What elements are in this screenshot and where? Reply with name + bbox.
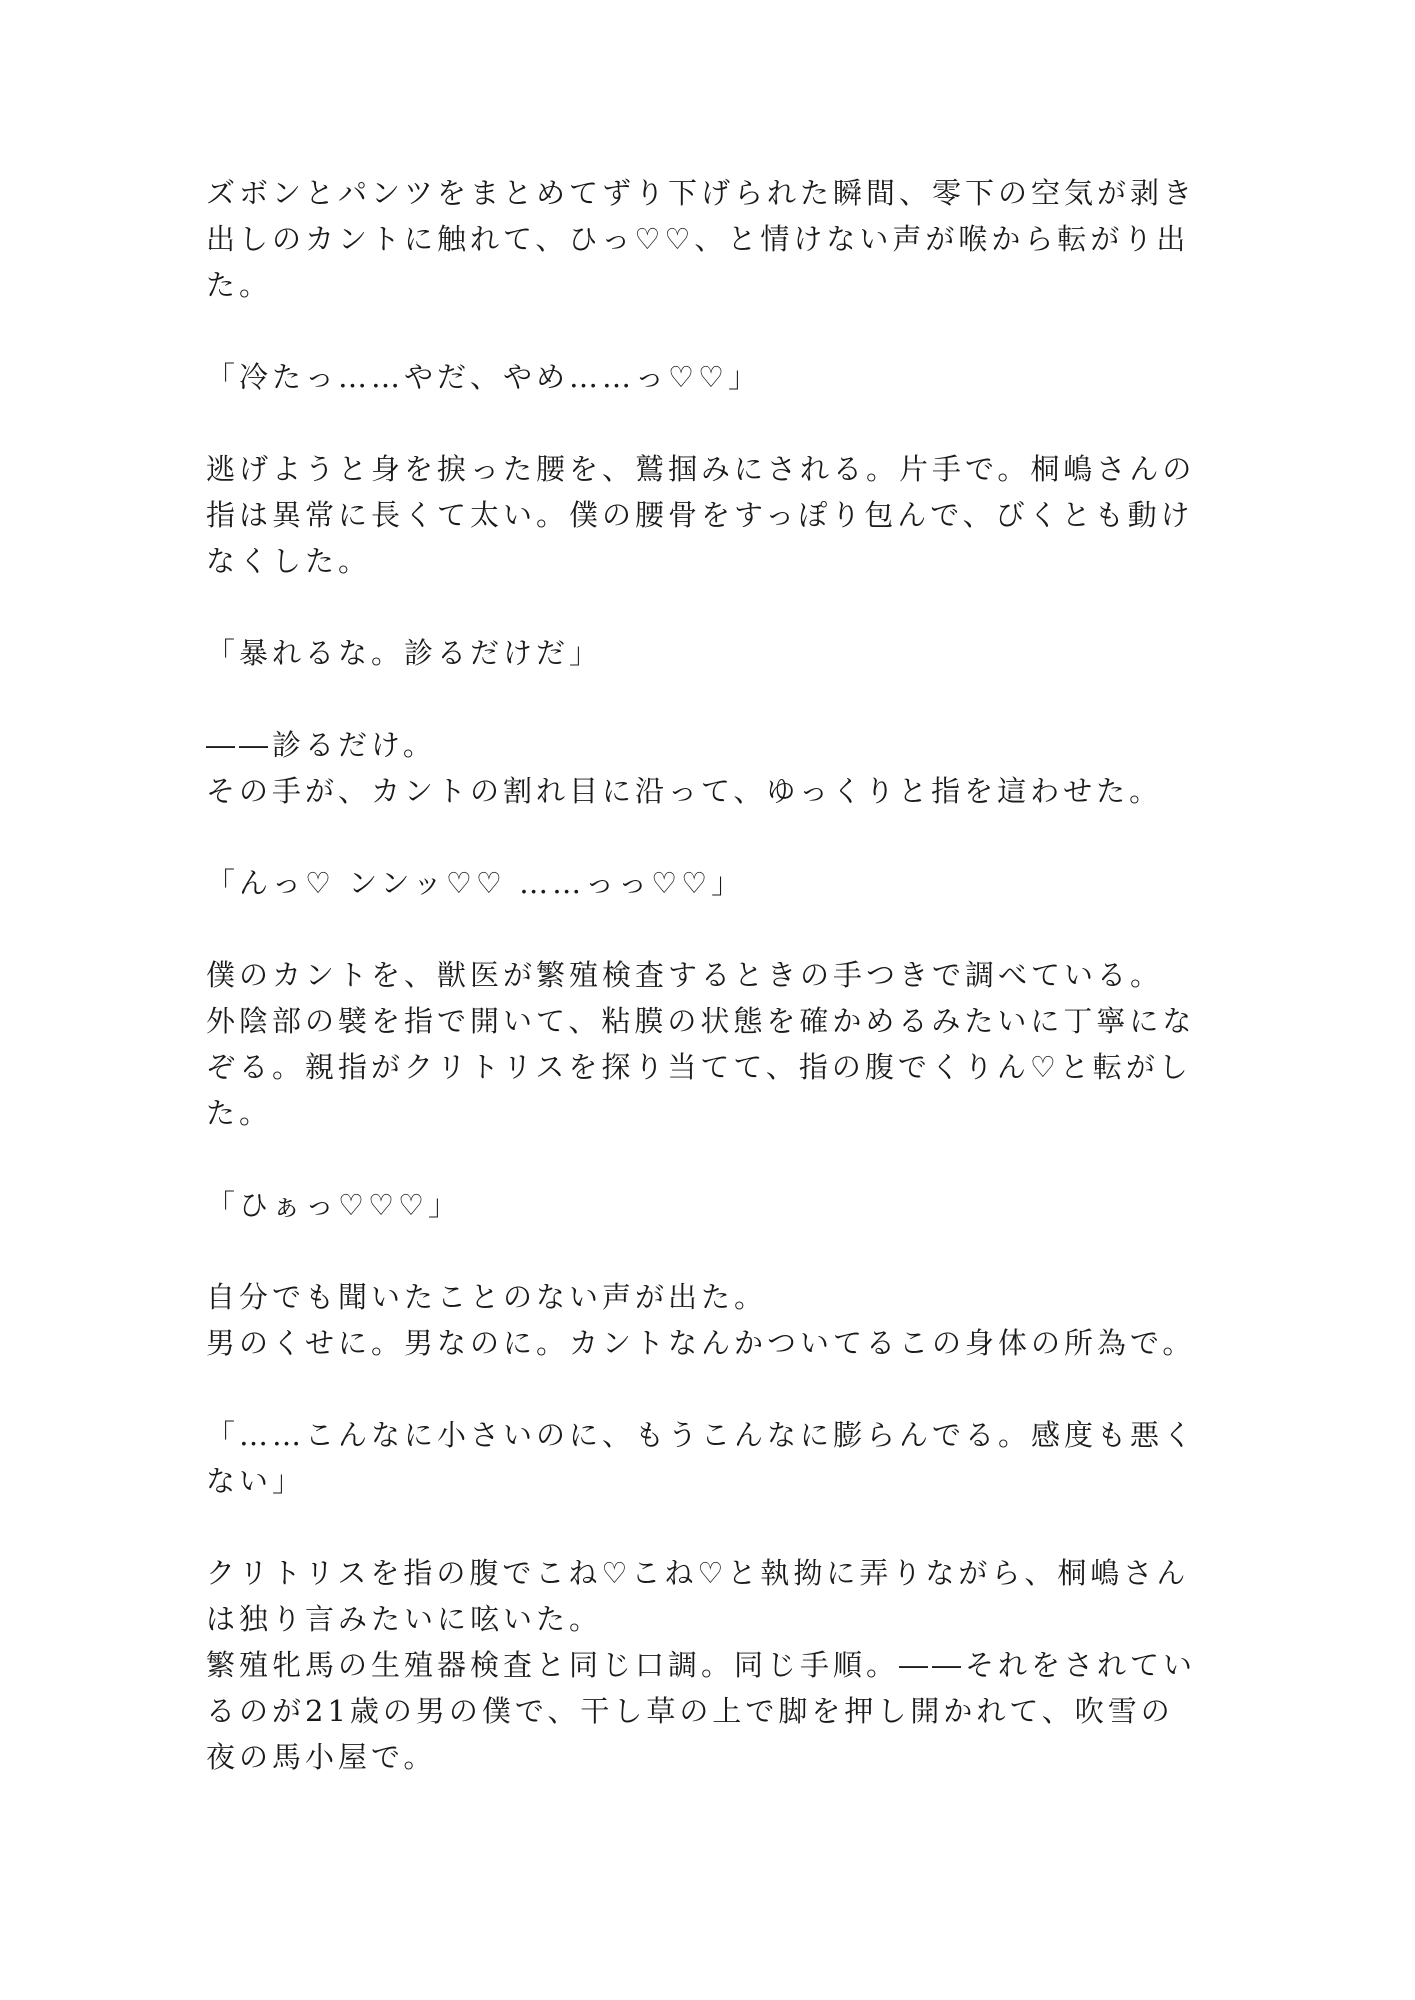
document-page xyxy=(206,170,1216,1780)
text-line: るのが21歳の男の僕で、干し草の上で脚を押し開かれて、吹雪の xyxy=(206,1694,1174,1728)
text-line: 逃げようと身を捩った腰を、鷲掴みにされる。片手で。桐嶋さんの xyxy=(206,452,1196,486)
text-line: 繁殖牝馬の生殖器検査と同じ口調。同じ手順。――それをされてい xyxy=(206,1648,1197,1682)
text-line: ズボンとパンツをまとめてずり下げられた瞬間、零下の空気が剥き xyxy=(206,176,1197,210)
blank-line xyxy=(206,400,1216,446)
text-line: 男のくせに。男なのに。カントなんかついてるこの身体の所為で。 xyxy=(206,1326,1196,1360)
blank-line xyxy=(206,814,1216,860)
text-line: 「冷たっ……やだ、やめ……っ♡♡」 xyxy=(206,360,761,394)
text-line: ぞる。親指がクリトリスを探り当てて、指の腹でくりん♡と転がし xyxy=(206,1050,1192,1084)
text-line: 自分でも聞いたことのない声が出た。 xyxy=(206,1280,768,1314)
text-line: 出しのカントに触れて、ひっ♡♡、と情けない声が喉から転がり出 xyxy=(206,222,1190,256)
text-line: 外陰部の襞を指で開いて、粘膜の状態を確かめるみたいに丁寧にな xyxy=(206,1004,1196,1038)
text-line: 指は異常に長くて太い。僕の腰骨をすっぽり包んで、びくとも動け xyxy=(206,498,1194,532)
text-line: 「ひぁっ♡♡♡」 xyxy=(206,1188,461,1222)
text-line: た。 xyxy=(206,1096,273,1130)
text-line: その手が、カントの割れ目に沿って、ゆっくりと指を這わせた。 xyxy=(206,774,1163,808)
blank-line xyxy=(206,1504,1216,1550)
text-line: クリトリスを指の腹でこね♡こね♡と執拗に弄りながら、桐嶋さん xyxy=(206,1556,1190,1590)
text-line: た。 xyxy=(206,268,273,302)
text-line: 「暴れるな。診るだけだ」 xyxy=(206,636,603,670)
blank-line xyxy=(206,1228,1216,1274)
text-line: は独り言みたいに呟いた。 xyxy=(206,1602,603,1636)
text-line: 夜の馬小屋で。 xyxy=(206,1740,437,1774)
text-line: 「……こんなに小さいのに、もうこんなに膨らんでる。感度も悪く xyxy=(206,1418,1197,1452)
text-line: 僕のカントを、獣医が繁殖検査するときの手つきで調べている。 xyxy=(206,958,1164,992)
text-line: ――診るだけ。 xyxy=(206,728,436,762)
blank-line xyxy=(206,676,1216,722)
blank-line xyxy=(206,906,1216,952)
blank-line xyxy=(206,308,1216,354)
blank-line xyxy=(206,1136,1216,1182)
text-line: なくした。 xyxy=(206,544,372,578)
text-line: ない」 xyxy=(206,1464,306,1498)
text-line: 「んっ♡ ンンッ♡♡ ……っっ♡♡」 xyxy=(206,866,745,900)
blank-line xyxy=(206,1366,1216,1412)
blank-line xyxy=(206,584,1216,630)
